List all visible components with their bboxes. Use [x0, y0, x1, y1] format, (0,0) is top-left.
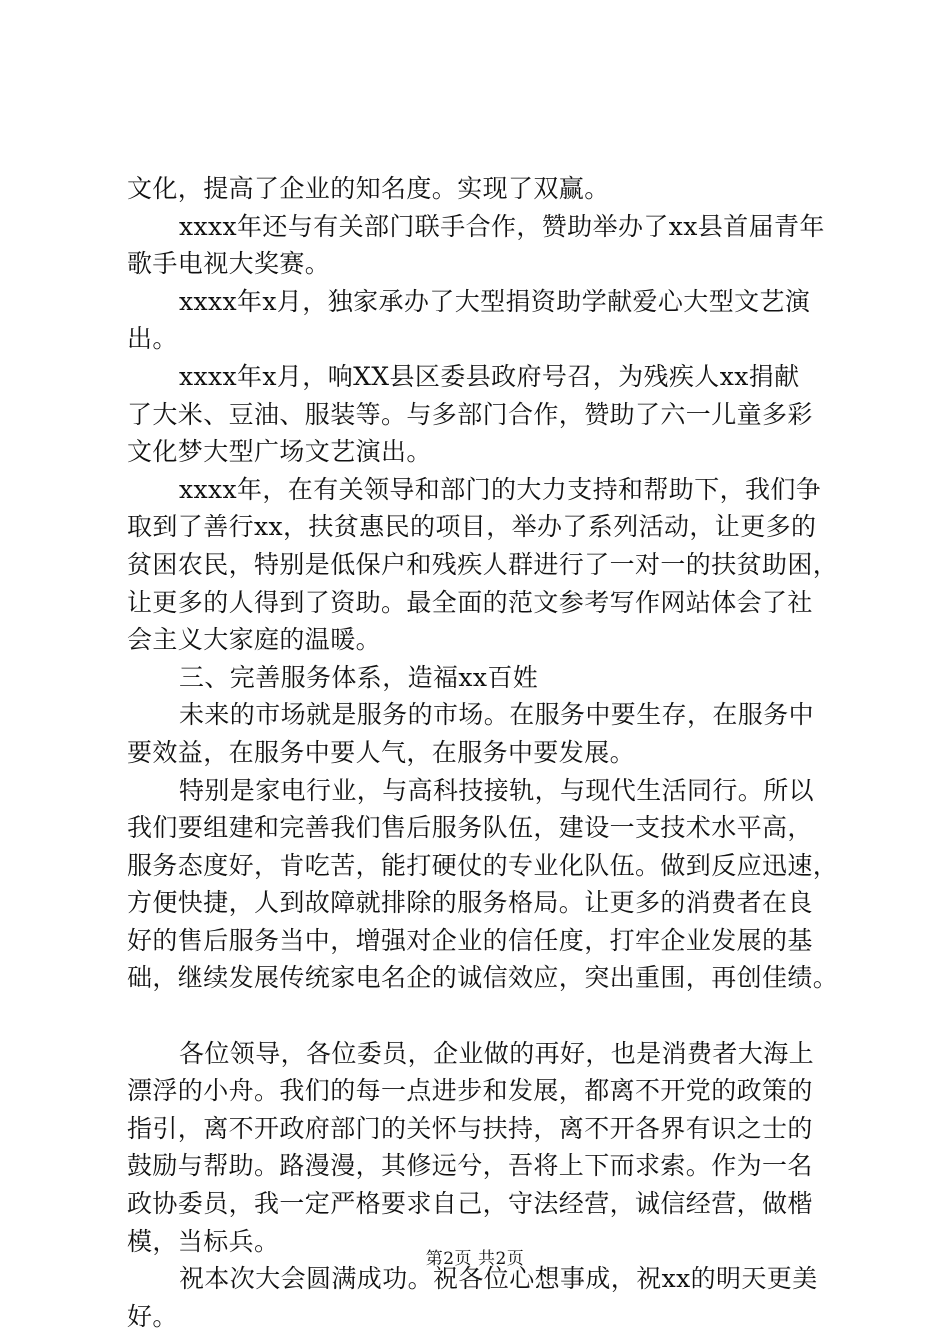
paragraph-line: 模，当标兵。 — [127, 1226, 280, 1256]
paragraph-line: 政协委员，我一定严格要求自己，守法经营，诚信经营，做楷 — [127, 1189, 813, 1219]
paragraph-line: 了大米、豆油、服装等。与多部门合作，赞助了六一儿童多彩 — [127, 399, 813, 429]
paragraph-first-line: xxxx年，在有关领导和部门的大力支持和帮助下，我们争 — [179, 474, 822, 504]
document-body — [127, 170, 837, 1335]
paragraph-first-line: 祝本次大会圆满成功。祝各位心想事成，祝xx的明天更美 — [179, 1264, 818, 1294]
page-footer: 第2页 共2页 — [425, 1249, 525, 1269]
paragraph-first-line: 特别是家电行业，与高科技接轨，与现代生活同行。所以 — [179, 775, 815, 805]
paragraph-line: 让更多的人得到了资助。最全面的范文参考写作网站体会了社 — [127, 587, 813, 617]
paragraph-line: 我们要组建和完善我们售后服务队伍，建设一支技术水平高， — [127, 813, 813, 843]
paragraph-first-line: xxxx年还与有关部门联手合作，赞助举办了xx县首届青年 — [179, 211, 825, 241]
paragraph-line: 服务态度好，肯吃苦，能打硬仗的专业化队伍。做到反应迅速， — [127, 850, 839, 880]
paragraph-line: 取到了善行xx，扶贫惠民的项目，举办了系列活动，让更多的 — [127, 512, 817, 542]
paragraph-first-line: 三、完善服务体系，造福xx百姓 — [179, 662, 539, 692]
paragraph-line: 好。 — [127, 1301, 178, 1331]
paragraph-line: 会主义大家庭的温暖。 — [127, 625, 382, 655]
paragraph-line: 鼓励与帮助。路漫漫，其修远兮，吾将上下而求索。作为一名 — [127, 1151, 813, 1181]
paragraph-line: 贫困农民，特别是低保户和残疾人群进行了一对一的扶贫助困， — [127, 549, 839, 579]
paragraph-line: 好的售后服务当中，增强对企业的信任度，打牢企业发展的基 — [127, 925, 813, 955]
paragraph-line: 要效益，在服务中要人气，在服务中要发展。 — [127, 737, 636, 767]
paragraph-first-line: xxxx年x月，独家承办了大型捐资助学献爱心大型文艺演 — [179, 286, 811, 316]
paragraph-line: 指引，离不开政府部门的关怀与扶持，离不开各界有识之士的 — [127, 1113, 813, 1143]
paragraph-first-line: xxxx年x月，响XX县区委县政府号召，为残疾人xx捐献 — [179, 361, 800, 391]
paragraph-line: 文化，提高了企业的知名度。实现了双赢。 — [127, 174, 610, 203]
paragraph-first-line: 未来的市场就是服务的市场。在服务中要生存，在服务中 — [179, 700, 815, 730]
paragraph-line: 础，继续发展传统家电名企的诚信效应，突出重围，再创佳绩。 — [127, 963, 839, 993]
paragraph-line: 漂浮的小舟。我们的每一点进步和发展，都离不开党的政策的 — [127, 1076, 813, 1106]
paragraph-line: 文化梦大型广场文艺演出。 — [127, 437, 432, 467]
paragraph-first-line: 各位领导，各位委员，企业做的再好，也是消费者大海上 — [179, 1038, 815, 1068]
paragraph-line: 出。 — [127, 324, 178, 354]
paragraph-line: 歌手电视大奖赛。 — [127, 249, 331, 279]
paragraph-line: 方便快捷，人到故障就排除的服务格局。让更多的消费者在良 — [127, 888, 813, 918]
blank-line — [127, 997, 837, 1035]
